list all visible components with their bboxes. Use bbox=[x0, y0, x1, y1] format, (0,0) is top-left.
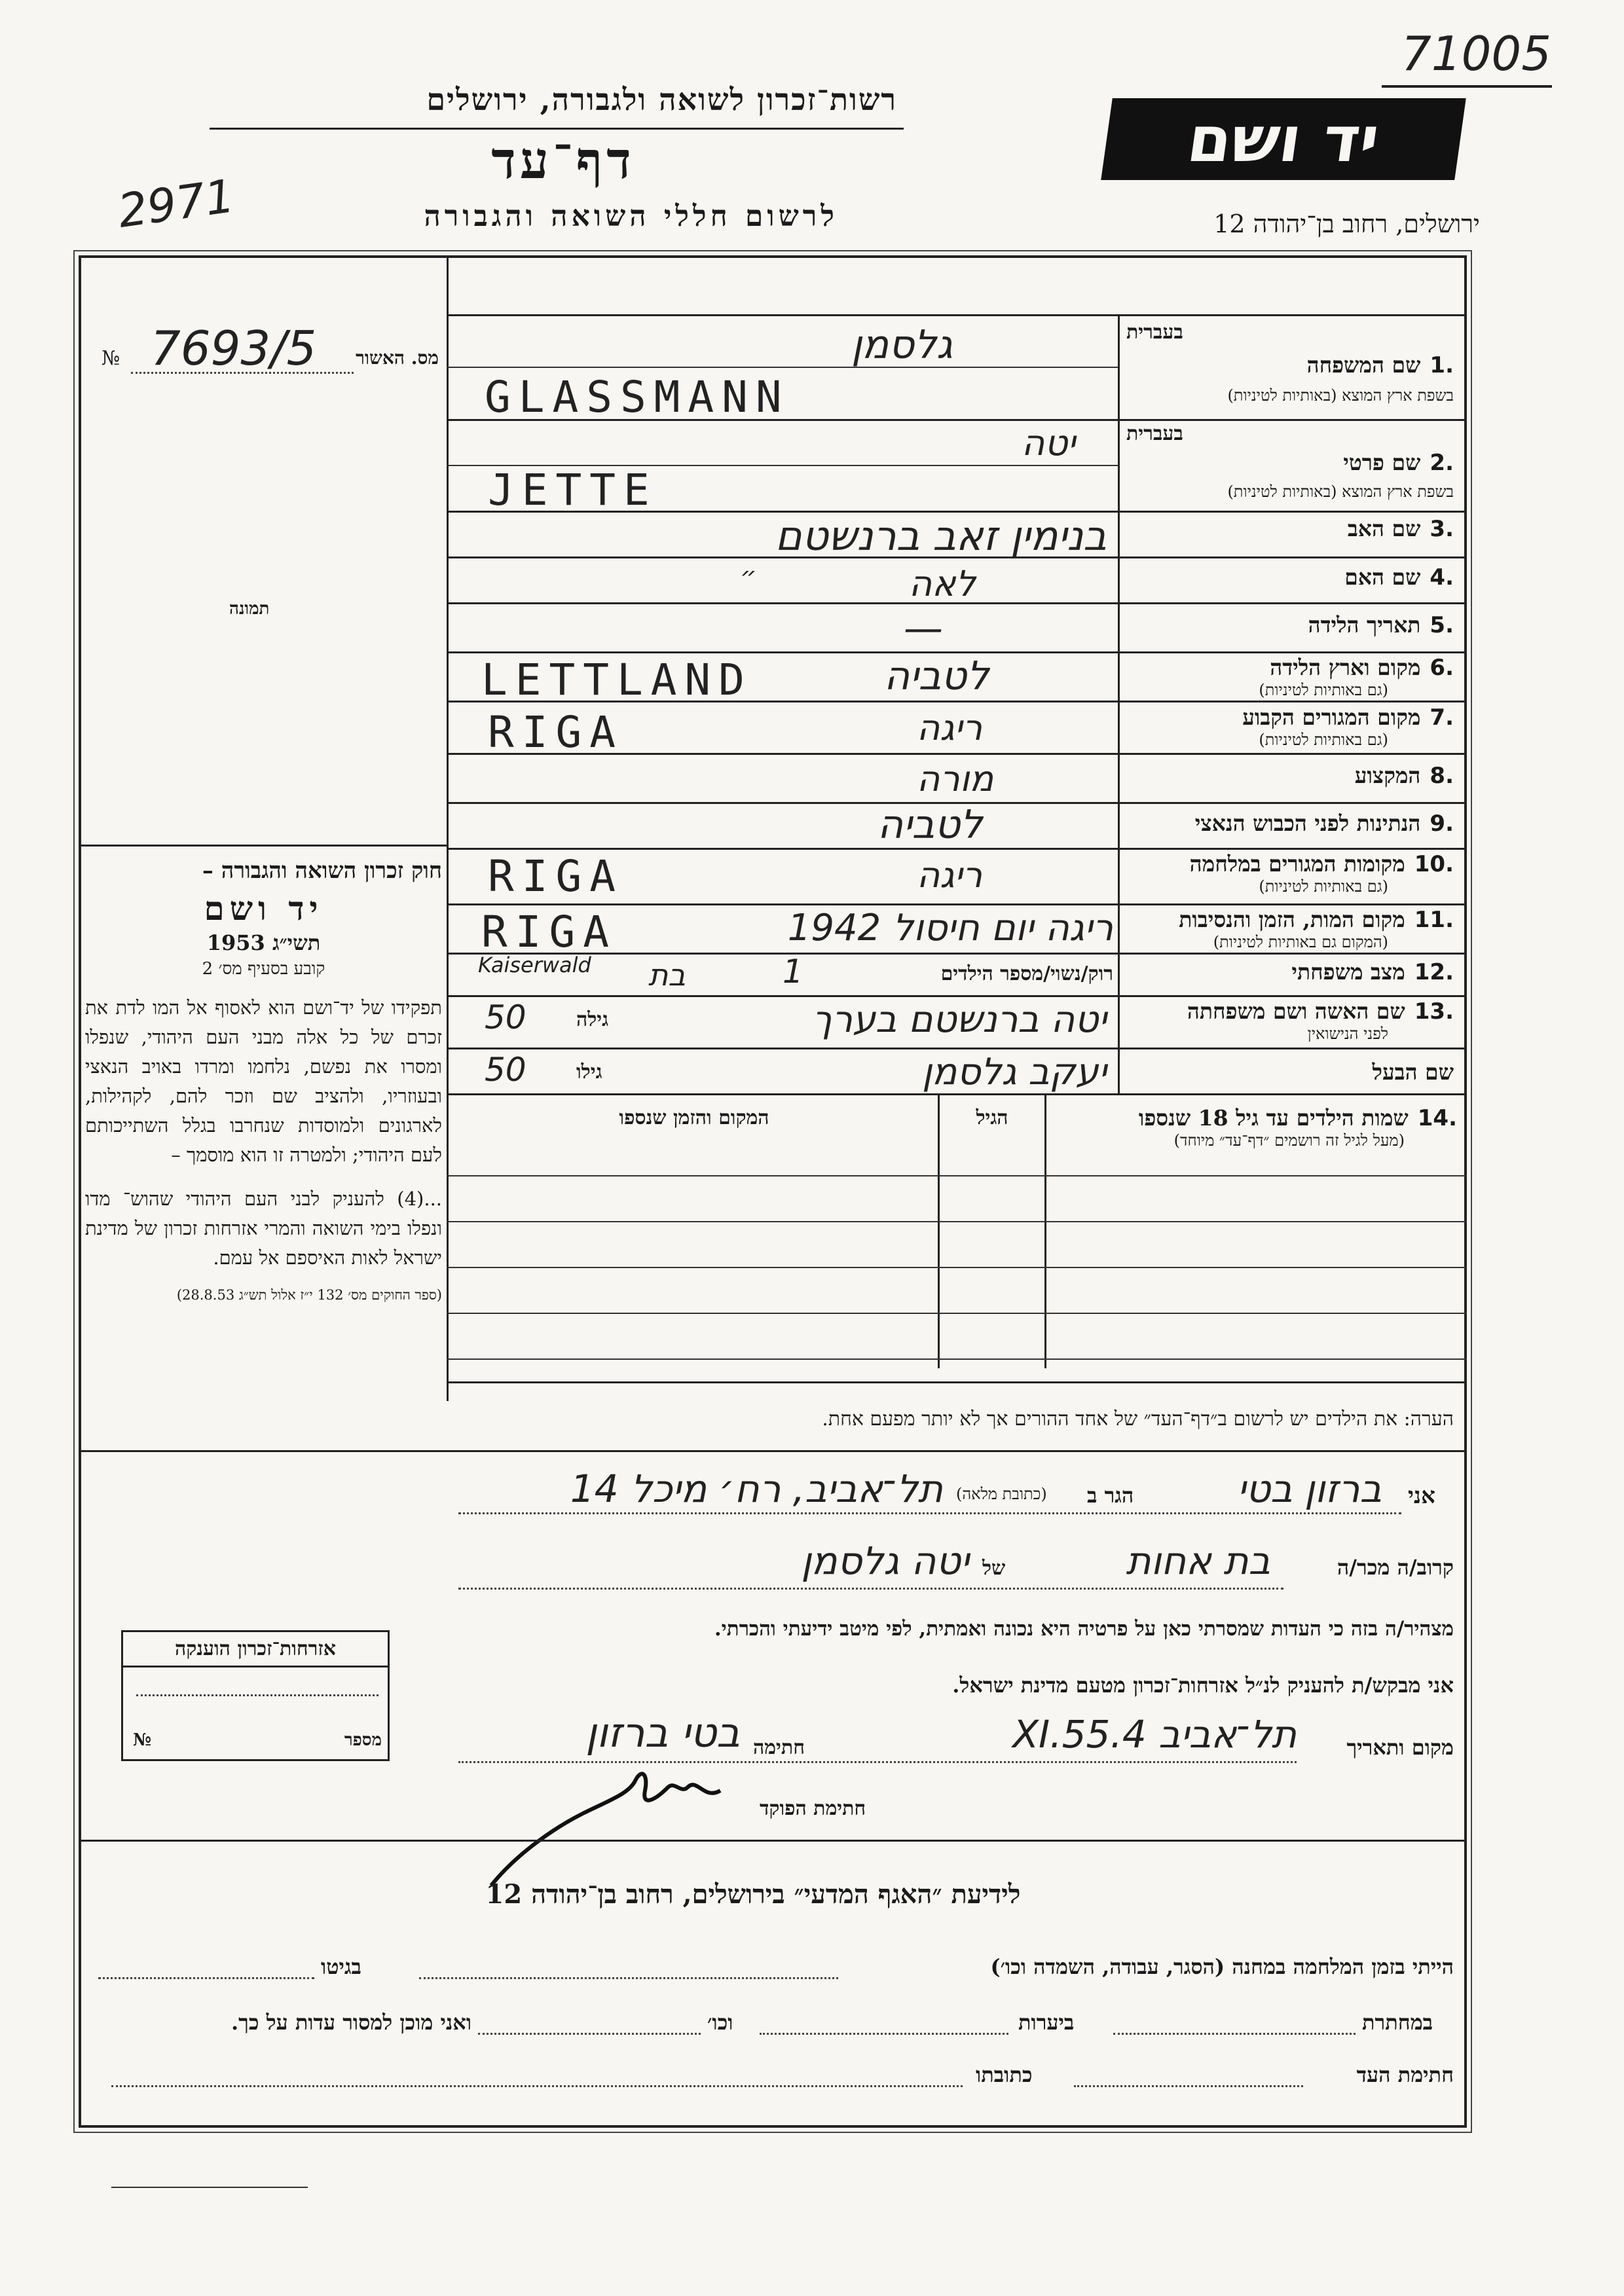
row-line bbox=[447, 848, 1467, 850]
authority-underline bbox=[210, 128, 904, 130]
field-label: הנתינות לפני הכבוש הנאצי bbox=[1194, 811, 1421, 836]
children-row bbox=[447, 1313, 1467, 1314]
birth-place-latin: LETTLAND bbox=[481, 655, 752, 705]
law-section-ref: קובע בסעיף מס׳ 2 bbox=[202, 959, 325, 979]
field-sub: (מעל לגיל זה רושמים ״דף־עד״ מיוחד) bbox=[1173, 1131, 1405, 1150]
note-bottom-line bbox=[79, 1450, 1467, 1452]
row-line bbox=[447, 1093, 1467, 1095]
field-label: שם האב bbox=[1347, 516, 1421, 541]
authority-title: רשות־זכרון לשואה ולגבורה, ירושלים bbox=[426, 82, 897, 117]
law-source: (ספר החוקים מס׳ 132 י״ז אלול תש״ג 28.8.53) bbox=[176, 1287, 442, 1303]
death-place-value: ריגה יום חיסול 1942 bbox=[787, 907, 1113, 949]
row-line bbox=[447, 367, 1118, 368]
hebrew-label: בעברית bbox=[1126, 422, 1183, 445]
approval-no-mark: № bbox=[101, 347, 120, 370]
children-note: הערה: את הילדים יש לרשום ב״דף־העד״ של אחד ההורים אך לא יותר מפעם אחת. bbox=[822, 1408, 1454, 1430]
approval-number-row bbox=[92, 321, 439, 380]
law-name: יד ושם bbox=[204, 889, 323, 928]
field-sub: (גם באותיות לטיניות) bbox=[1259, 731, 1388, 749]
husband-label: שם הבעל bbox=[1372, 1059, 1454, 1085]
row-line bbox=[447, 903, 1467, 905]
officer-signature-scribble bbox=[478, 1755, 753, 1899]
field-death-place bbox=[1126, 907, 1454, 952]
photo-label: תמונה bbox=[229, 599, 270, 619]
field-father-name bbox=[1126, 516, 1454, 542]
children-col-sep bbox=[1044, 1093, 1046, 1368]
field-label: שם האם bbox=[1344, 564, 1421, 590]
witness-line-1 bbox=[458, 1512, 1401, 1514]
witness-i-label: אני bbox=[1408, 1483, 1435, 1509]
wife-age-label: גילה bbox=[576, 1008, 609, 1031]
form-title: דף־עד bbox=[491, 131, 635, 191]
place-date-value: תל־אביב 4.XI.55 bbox=[1012, 1712, 1297, 1757]
mother-ditto-mark: ״ bbox=[740, 562, 757, 592]
footer-signature-dots bbox=[1074, 2085, 1303, 2087]
father-name-value: בנימין זאב ברנשטם bbox=[775, 512, 1107, 560]
row-line bbox=[447, 995, 1467, 997]
field-label: מקום וארץ הלידה bbox=[1270, 655, 1421, 680]
archive-underline bbox=[1382, 85, 1552, 88]
witness-relation-label: קרוב/ה מכר/ה bbox=[1337, 1555, 1454, 1580]
field-wartime-residence bbox=[1126, 851, 1454, 896]
label-column-border bbox=[1118, 314, 1120, 1093]
field-label: מצב משפחתי bbox=[1291, 959, 1405, 985]
field-marital-status bbox=[1126, 959, 1454, 985]
field-sub: בשפת ארץ המוצא (באותיות לטיניות) bbox=[1227, 483, 1454, 501]
field-sub: (המקום גם באותיות לטיניות) bbox=[1213, 933, 1388, 951]
wife-age-value: 50 bbox=[485, 998, 526, 1036]
place-date-label: מקום ותאריך bbox=[1346, 1735, 1454, 1760]
footer-address: כתובתו bbox=[976, 2062, 1033, 2087]
footer-address-dots bbox=[111, 2085, 963, 2087]
footer-ghetto: בגיטו bbox=[321, 1954, 361, 1979]
citizenship-box bbox=[121, 1630, 390, 1761]
bottom-scan-line bbox=[111, 2187, 308, 2188]
first-name-latin: JETTE bbox=[488, 465, 657, 515]
footer-title: לידיעת ״האגף המדעי״ בירושלים, רחוב בן־יהודה 12 bbox=[485, 1879, 1021, 1910]
footer-witness-signature: חתימת העד bbox=[1356, 2062, 1454, 2087]
footer-line1-dots bbox=[419, 1977, 838, 1979]
field-number: 3. bbox=[1430, 516, 1454, 542]
field-label: מקומות המגורים במלחמה bbox=[1189, 851, 1405, 877]
witness-signature: בטי ברזון bbox=[585, 1709, 740, 1757]
field-nationality bbox=[1126, 811, 1454, 837]
nationality-value: לטביה bbox=[877, 802, 983, 848]
footer-separator bbox=[79, 1840, 1467, 1842]
marital-options: רוק/נשוי/מספר הילדים bbox=[940, 962, 1113, 985]
yad-vashem-logo bbox=[1101, 98, 1466, 180]
field-label: תאריך הלידה bbox=[1308, 612, 1421, 638]
witness-address: תל־אביב, רח׳ מיכל 14 bbox=[570, 1467, 943, 1511]
field-residence bbox=[1126, 704, 1454, 750]
field-first-name bbox=[1126, 422, 1454, 511]
residence-hebrew: ריגה bbox=[917, 707, 983, 748]
footer-etc-dots bbox=[478, 2033, 701, 2035]
footer-hiding: במחתרת bbox=[1362, 2010, 1433, 2035]
kaiserwald-note: Kaiserwald bbox=[478, 953, 591, 977]
form-subtitle: לרשום חללי השואה והגבורה bbox=[424, 200, 838, 233]
field-sub: (גם באותיות לטיניות) bbox=[1259, 877, 1388, 896]
birth-place-hebrew: לטביה bbox=[884, 653, 989, 699]
children-row bbox=[447, 1358, 1467, 1360]
first-name-hebrew: יטה bbox=[1022, 422, 1076, 464]
children-row bbox=[447, 1221, 1467, 1222]
field-number: 6. bbox=[1430, 655, 1454, 681]
family-name-hebrew: גלסמן bbox=[851, 322, 953, 368]
law-text-2: ...(4) להעניק לבני העם היהודי שהוש־ מדו ונפלו בימי השואה והמרי אזרחות זכרון של מדינת ישראל לאות האיספם אל עמם. bbox=[85, 1188, 442, 1269]
mother-name-value: לאה bbox=[908, 563, 976, 604]
field-number: 7. bbox=[1430, 704, 1454, 731]
field-label: שמות הילדים עד גיל 18 שנספו bbox=[1138, 1105, 1409, 1131]
field-number: 10. bbox=[1414, 851, 1454, 877]
row-line bbox=[447, 1048, 1467, 1049]
law-text: תפקידו של יד־ושם הוא לאסוף אל המו לדת את זכרם של כל אלה מבני העם היהודי, שנפלו ומסרו את נפשם, נלחמו ומרדו באויב הנאצי ובעוזריו, ולהציב שם וזכר להם, לקהילות, לארגונים ולמוסדות שנחרבו בגלל השתייכותם לעם היהודי; ולמטרה זו הוא מוסמך – bbox=[85, 996, 442, 1166]
husband-name-value: יעקב גלסמן bbox=[921, 1051, 1107, 1093]
officer-signature-label: חתימת הפוקד bbox=[760, 1797, 866, 1820]
hebrew-label: בעברית bbox=[1126, 321, 1183, 344]
field-sub: (גם באותיות לטיניות) bbox=[1259, 681, 1388, 699]
law-section bbox=[85, 858, 442, 1303]
law-year: תשי״ג 1953 bbox=[206, 930, 321, 955]
archive-number: 71005 bbox=[1401, 26, 1552, 81]
field-number: 5. bbox=[1430, 612, 1454, 638]
children-col-sep bbox=[938, 1093, 940, 1368]
birth-date-value: — bbox=[904, 606, 943, 651]
citizenship-title: אזרחות־זכרון הוענקה bbox=[123, 1632, 388, 1667]
wife-name-value: יטה ברנשטם בערך bbox=[812, 998, 1107, 1041]
witness-address-hint: (כתובת מלאה) bbox=[956, 1485, 1047, 1503]
field-label: מקום המות, הזמן והנסיבות bbox=[1179, 907, 1405, 932]
witness-line-2 bbox=[458, 1588, 1283, 1590]
approval-label: מס. האשור bbox=[356, 347, 439, 369]
logo-text: יד ושם bbox=[1183, 102, 1384, 176]
family-name-latin: GLASSMANN bbox=[485, 372, 790, 422]
witness-of-name: יטה גלסמן bbox=[801, 1539, 969, 1583]
children-row bbox=[447, 1267, 1467, 1268]
citizenship-number-label: מספר bbox=[344, 1730, 382, 1750]
header-address: ירושלים, רחוב בן־יהודה 12 bbox=[1213, 210, 1480, 238]
field-number: 1. bbox=[1430, 352, 1454, 378]
footer-forests: ביערות bbox=[1018, 2010, 1075, 2035]
left-column-border bbox=[447, 255, 449, 1401]
footer-line1: הייתי בזמן המלחמה במחנה (הסגר, עבודה, השמדה וכו׳) bbox=[990, 1954, 1454, 1979]
field-children bbox=[1051, 1105, 1457, 1150]
field-label: שם האשה ושם משפחתה bbox=[1187, 998, 1405, 1024]
witness-request: אני מבקש/ת להעניק לנ״ל אזרחות־זכרון מטעם מדינת ישראל. bbox=[952, 1673, 1454, 1698]
death-place-latin: RIGA bbox=[481, 907, 617, 957]
footer-forests-dots bbox=[760, 2033, 1008, 2035]
page-mark: 2971 bbox=[115, 169, 238, 238]
field-wife-name bbox=[1126, 998, 1454, 1044]
field-profession bbox=[1126, 763, 1454, 789]
marital-hebrew-note: בת bbox=[648, 957, 686, 993]
children-count: 1 bbox=[783, 953, 803, 991]
profession-value: מורה bbox=[917, 758, 994, 799]
field-number: 11. bbox=[1414, 907, 1454, 933]
husband-age-value: 50 bbox=[485, 1051, 526, 1089]
field-number: 4. bbox=[1430, 564, 1454, 591]
field-label: המקצוע bbox=[1354, 763, 1421, 788]
children-place-header: המקום והזמן שנספו bbox=[619, 1106, 769, 1129]
field-sub: לפני הנישואין bbox=[1307, 1025, 1388, 1043]
law-title: חוק זכרון השואה והגבורה – bbox=[202, 858, 442, 884]
field-number: 13. bbox=[1414, 998, 1454, 1025]
field-label: מקום המגורים הקבוע bbox=[1242, 704, 1421, 730]
law-top-line bbox=[79, 845, 447, 847]
field-family-name bbox=[1126, 321, 1454, 419]
footer-ghetto-dots bbox=[98, 1977, 314, 1979]
field-birth-date bbox=[1126, 612, 1454, 638]
field-number: 12. bbox=[1414, 959, 1454, 985]
field-number: 9. bbox=[1430, 811, 1454, 837]
witness-resident-label: הגר ב bbox=[1087, 1483, 1134, 1508]
children-age-header: הגיל bbox=[976, 1106, 1008, 1129]
note-top-line bbox=[447, 1381, 1467, 1383]
citizenship-number-mark: № bbox=[133, 1730, 152, 1750]
field-birth-place bbox=[1126, 655, 1454, 700]
witness-of-label: של bbox=[982, 1557, 1006, 1580]
residence-latin: RIGA bbox=[488, 707, 623, 757]
footer-hiding-dots bbox=[1113, 2033, 1356, 2035]
field-number: 8. bbox=[1430, 763, 1454, 789]
wartime-residence-latin: RIGA bbox=[488, 851, 623, 902]
witness-declaration: מצהיר/ה בזה כי העדות שמסרתי כאן על פרטיה היא נכונה ואמתית, לפי מיטב ידיעתי והכרתי. bbox=[714, 1617, 1454, 1641]
husband-age-label: גילו bbox=[576, 1061, 602, 1084]
field-label: שם המשפחה bbox=[1306, 352, 1421, 378]
approval-number: 7693/5 bbox=[151, 321, 317, 376]
approval-line bbox=[131, 372, 354, 374]
citizenship-line bbox=[136, 1694, 378, 1696]
children-row bbox=[447, 1175, 1467, 1176]
wartime-residence-hebrew: ריגה bbox=[917, 854, 983, 896]
footer-etc: וכו׳ bbox=[707, 2010, 733, 2035]
field-mother-name bbox=[1126, 564, 1454, 591]
field-number: 2. bbox=[1430, 450, 1454, 476]
form-top-band bbox=[447, 314, 1467, 316]
witness-relation: בת אחות bbox=[1126, 1539, 1270, 1583]
signature-label: חתימה bbox=[753, 1736, 805, 1759]
witness-name: ברזון בטי bbox=[1237, 1467, 1382, 1511]
field-label: שם פרטי bbox=[1343, 450, 1421, 475]
field-sub: בשפת ארץ המוצא (באותיות לטיניות) bbox=[1227, 386, 1454, 405]
footer-ready: ואני מוכן למסור עדות על כך. bbox=[231, 2010, 471, 2035]
field-number: 14. bbox=[1417, 1105, 1457, 1131]
